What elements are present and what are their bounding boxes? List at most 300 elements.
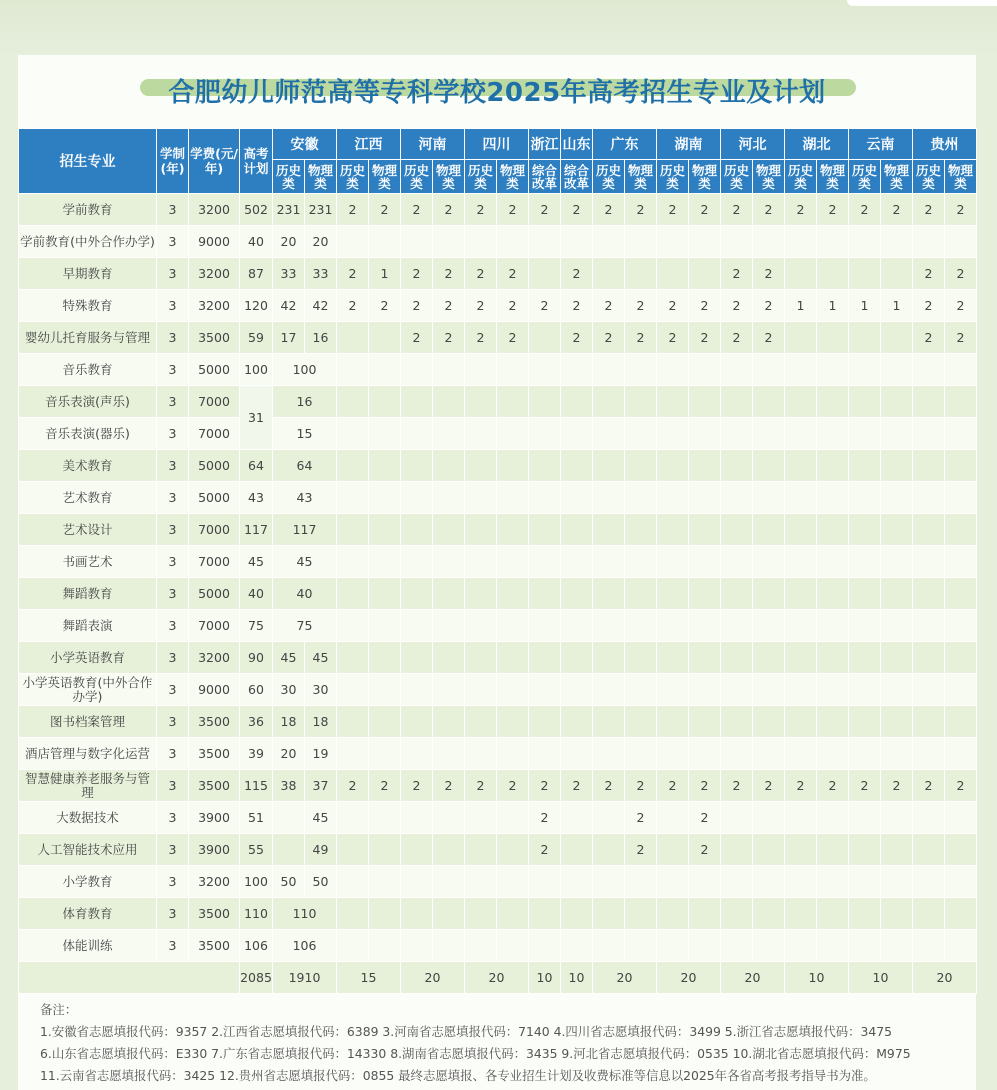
cell-value (785, 258, 817, 290)
cell-value (913, 674, 945, 706)
cell-value (625, 674, 657, 706)
header-category: 物理类 (369, 160, 401, 194)
cell-value (849, 866, 881, 898)
cell-empty (625, 546, 657, 578)
cell-empty (401, 450, 433, 482)
cell-value (497, 866, 529, 898)
table-row (19, 578, 977, 610)
cell-value: 2 (497, 194, 529, 226)
cell-plan: 39 (240, 738, 273, 770)
cell-value (561, 706, 593, 738)
cell-value (433, 642, 465, 674)
cell-empty (849, 578, 881, 610)
title-area (18, 71, 976, 115)
totals-province: 10 (561, 962, 593, 994)
cell-fee: 7000 (189, 418, 240, 450)
cell-value (625, 866, 657, 898)
cell-value (689, 706, 721, 738)
cell-value (529, 738, 561, 770)
header-category: 历史类 (657, 160, 689, 194)
cell-fee: 3200 (189, 866, 240, 898)
cell-empty (689, 578, 721, 610)
cell-empty (625, 354, 657, 386)
cell-fee: 5000 (189, 354, 240, 386)
totals-label-empty (19, 962, 240, 994)
cell-duration: 3 (157, 642, 189, 674)
cell-empty (785, 930, 817, 962)
cell-empty (753, 418, 785, 450)
cell-value (593, 738, 625, 770)
cell-fee: 7000 (189, 386, 240, 418)
cell-value: 2 (849, 194, 881, 226)
cell-empty (657, 418, 689, 450)
cell-empty (785, 450, 817, 482)
cell-duration: 3 (157, 482, 189, 514)
cell-value: 2 (625, 290, 657, 322)
table-row (19, 354, 977, 386)
cell-value (593, 834, 625, 866)
cell-value (881, 866, 913, 898)
cell-empty (369, 482, 401, 514)
cell-value (337, 706, 369, 738)
cell-value (465, 866, 497, 898)
cell-duration: 3 (157, 898, 189, 930)
cell-value (433, 834, 465, 866)
cell-empty (721, 610, 753, 642)
cell-empty (689, 354, 721, 386)
header-province: 江西 (337, 129, 401, 160)
cell-fee: 7000 (189, 610, 240, 642)
cell-duration: 3 (157, 578, 189, 610)
cell-empty (561, 418, 593, 450)
cell-empty (945, 578, 977, 610)
cell-fee: 9000 (189, 226, 240, 258)
cell-value (561, 802, 593, 834)
cell-empty (817, 610, 849, 642)
cell-empty (785, 546, 817, 578)
cell-fee: 3200 (189, 194, 240, 226)
cell-empty (817, 578, 849, 610)
cell-empty (561, 450, 593, 482)
cell-value: 30 (273, 674, 305, 706)
cell-value: 1 (881, 290, 913, 322)
cell-empty (497, 578, 529, 610)
header-province: 湖南 (657, 129, 721, 160)
cell-value (657, 674, 689, 706)
cell-value (945, 834, 977, 866)
cell-value (337, 738, 369, 770)
table-row (19, 226, 977, 258)
cell-empty (369, 578, 401, 610)
cell-value (817, 866, 849, 898)
cell-value (817, 834, 849, 866)
cell-empty (401, 418, 433, 450)
cell-value: 1 (849, 290, 881, 322)
cell-value: 2 (881, 770, 913, 802)
cell-empty (881, 546, 913, 578)
cell-major: 酒店管理与数字化运营 (19, 738, 157, 770)
cell-value (849, 258, 881, 290)
cell-major: 体能训练 (19, 930, 157, 962)
cell-empty (337, 450, 369, 482)
cell-value (529, 226, 561, 258)
cell-value (497, 642, 529, 674)
cell-value: 2 (625, 834, 657, 866)
cell-value (369, 834, 401, 866)
cell-fee: 3200 (189, 258, 240, 290)
cell-empty (657, 930, 689, 962)
cell-value (593, 642, 625, 674)
cell-empty (465, 354, 497, 386)
table-row (19, 322, 977, 354)
cell-value (817, 258, 849, 290)
cell-value (753, 226, 785, 258)
cell-value: 2 (753, 322, 785, 354)
cell-major: 小学教育 (19, 866, 157, 898)
cell-empty (881, 418, 913, 450)
header-category: 历史类 (593, 160, 625, 194)
cell-empty (593, 354, 625, 386)
cell-empty (529, 354, 561, 386)
cell-value: 50 (305, 866, 337, 898)
cell-empty (593, 418, 625, 450)
cell-value (881, 834, 913, 866)
cell-value (529, 706, 561, 738)
cell-value: 2 (561, 194, 593, 226)
cell-value (369, 866, 401, 898)
cell-fee: 3500 (189, 930, 240, 962)
cell-value (657, 642, 689, 674)
cell-empty (465, 898, 497, 930)
cell-empty (881, 354, 913, 386)
cell-empty (913, 578, 945, 610)
cell-value (945, 802, 977, 834)
cell-empty (849, 898, 881, 930)
cell-empty (721, 930, 753, 962)
cell-value (433, 226, 465, 258)
cell-empty (369, 354, 401, 386)
cell-value (401, 674, 433, 706)
cell-value: 2 (753, 290, 785, 322)
table-row (19, 610, 977, 642)
cell-empty (561, 514, 593, 546)
cell-value (529, 866, 561, 898)
cell-anhui-total: 15 (273, 418, 337, 450)
cell-empty (881, 482, 913, 514)
cell-empty (657, 482, 689, 514)
cell-empty (529, 898, 561, 930)
cell-empty (529, 610, 561, 642)
cell-duration: 3 (157, 674, 189, 706)
cell-value (529, 322, 561, 354)
cell-value: 2 (913, 258, 945, 290)
cell-value (561, 226, 593, 258)
cell-value (593, 674, 625, 706)
cell-value: 2 (529, 290, 561, 322)
cell-plan: 87 (240, 258, 273, 290)
cell-empty (465, 418, 497, 450)
cell-empty (497, 898, 529, 930)
table-row (19, 674, 977, 706)
cell-value (593, 258, 625, 290)
cell-plan: 43 (240, 482, 273, 514)
cell-value: 2 (721, 322, 753, 354)
cell-value (593, 226, 625, 258)
cell-plan: 90 (240, 642, 273, 674)
cell-fee: 9000 (189, 674, 240, 706)
cell-value: 2 (433, 322, 465, 354)
cell-value: 30 (305, 674, 337, 706)
cell-value (849, 834, 881, 866)
header-category: 历史类 (465, 160, 497, 194)
cell-value (561, 674, 593, 706)
cell-empty (913, 930, 945, 962)
cell-empty (881, 610, 913, 642)
cell-empty (401, 482, 433, 514)
cell-empty (881, 450, 913, 482)
cell-duration: 3 (157, 514, 189, 546)
cell-value (497, 226, 529, 258)
header-category: 历史类 (785, 160, 817, 194)
cell-value (913, 866, 945, 898)
cell-value: 42 (273, 290, 305, 322)
cell-empty (433, 578, 465, 610)
cell-fee: 5000 (189, 578, 240, 610)
cell-value (753, 802, 785, 834)
cell-empty (465, 482, 497, 514)
cell-empty (561, 610, 593, 642)
cell-major: 学前教育(中外合作办学) (19, 226, 157, 258)
cell-empty (785, 610, 817, 642)
cell-value (273, 802, 305, 834)
cell-value: 37 (305, 770, 337, 802)
cell-value (721, 738, 753, 770)
cell-anhui-total: 117 (273, 514, 337, 546)
cell-empty (721, 386, 753, 418)
cell-empty (721, 450, 753, 482)
cell-empty (625, 450, 657, 482)
cell-value: 2 (593, 322, 625, 354)
cell-empty (369, 450, 401, 482)
cell-empty (337, 898, 369, 930)
cell-empty (689, 418, 721, 450)
cell-empty (497, 514, 529, 546)
cell-value (945, 226, 977, 258)
cell-empty (337, 418, 369, 450)
header-category: 物理类 (433, 160, 465, 194)
cell-major: 舞蹈教育 (19, 578, 157, 610)
cell-empty (753, 450, 785, 482)
cell-value (881, 738, 913, 770)
cell-empty (401, 578, 433, 610)
table-header (19, 129, 977, 194)
cell-value: 2 (625, 322, 657, 354)
cell-major: 婴幼儿托育服务与管理 (19, 322, 157, 354)
cell-empty (817, 546, 849, 578)
cell-value: 33 (305, 258, 337, 290)
cell-empty (689, 546, 721, 578)
cell-value (945, 674, 977, 706)
table-row (19, 546, 977, 578)
cell-plan: 117 (240, 514, 273, 546)
cell-empty (529, 930, 561, 962)
cell-empty (753, 578, 785, 610)
cell-empty (913, 354, 945, 386)
cell-empty (593, 930, 625, 962)
cell-value (497, 802, 529, 834)
cell-empty (337, 482, 369, 514)
cell-value (817, 674, 849, 706)
cell-value: 17 (273, 322, 305, 354)
cell-value (721, 866, 753, 898)
cell-empty (689, 450, 721, 482)
cell-value: 38 (273, 770, 305, 802)
cell-empty (721, 546, 753, 578)
cell-empty (689, 514, 721, 546)
cell-empty (465, 514, 497, 546)
cell-value: 2 (657, 290, 689, 322)
totals-province: 20 (401, 962, 465, 994)
cell-value (657, 866, 689, 898)
cell-value (881, 226, 913, 258)
cell-duration: 3 (157, 194, 189, 226)
cell-empty (945, 418, 977, 450)
cell-value (593, 802, 625, 834)
cell-empty (337, 386, 369, 418)
cell-value (753, 706, 785, 738)
cell-empty (625, 386, 657, 418)
cell-value: 2 (337, 290, 369, 322)
cell-empty (433, 354, 465, 386)
cell-empty (689, 386, 721, 418)
cell-empty (753, 546, 785, 578)
cell-value (433, 674, 465, 706)
cell-value (401, 706, 433, 738)
cell-value (945, 706, 977, 738)
header-fee: 学费(元/年) (189, 129, 240, 194)
cell-fee: 5000 (189, 482, 240, 514)
enrollment-table (18, 128, 977, 994)
cell-value: 2 (913, 290, 945, 322)
cell-fee: 3200 (189, 290, 240, 322)
cell-empty (657, 450, 689, 482)
cell-major: 特殊教育 (19, 290, 157, 322)
cell-anhui-total: 100 (273, 354, 337, 386)
cell-empty (497, 546, 529, 578)
header-category: 历史类 (337, 160, 369, 194)
table-row (19, 706, 977, 738)
cell-value (337, 866, 369, 898)
table-row (19, 482, 977, 514)
cell-value: 2 (401, 770, 433, 802)
cell-empty (497, 418, 529, 450)
cell-empty (817, 930, 849, 962)
cell-major: 大数据技术 (19, 802, 157, 834)
cell-empty (849, 418, 881, 450)
cell-value (529, 642, 561, 674)
cell-value (657, 834, 689, 866)
cell-plan: 100 (240, 866, 273, 898)
totals-province: 20 (657, 962, 721, 994)
cell-value (337, 322, 369, 354)
cell-empty (433, 386, 465, 418)
cell-duration: 3 (157, 258, 189, 290)
cell-value (785, 674, 817, 706)
cell-empty (529, 450, 561, 482)
cell-duration: 3 (157, 450, 189, 482)
cell-empty (945, 898, 977, 930)
cell-value (689, 674, 721, 706)
cell-value: 2 (337, 194, 369, 226)
cell-value (785, 706, 817, 738)
cell-value (625, 258, 657, 290)
cell-plan: 64 (240, 450, 273, 482)
cell-value (849, 674, 881, 706)
cell-value (657, 802, 689, 834)
cell-value: 2 (433, 770, 465, 802)
cell-empty (689, 482, 721, 514)
cell-empty (945, 386, 977, 418)
header-category: 综合改革 (529, 160, 561, 194)
cell-empty (529, 386, 561, 418)
cell-empty (337, 354, 369, 386)
header-province: 云南 (849, 129, 913, 160)
cell-value (561, 834, 593, 866)
cell-empty (497, 610, 529, 642)
cell-empty (753, 898, 785, 930)
cell-duration: 3 (157, 418, 189, 450)
cell-plan: 40 (240, 578, 273, 610)
cell-empty (881, 386, 913, 418)
table-row (19, 450, 977, 482)
cell-value: 2 (753, 258, 785, 290)
cell-fee: 5000 (189, 450, 240, 482)
cell-empty (657, 898, 689, 930)
cell-value (721, 706, 753, 738)
cell-value (913, 706, 945, 738)
header-category: 物理类 (945, 160, 977, 194)
cell-major: 书画艺术 (19, 546, 157, 578)
cell-value: 2 (465, 194, 497, 226)
cell-value (593, 866, 625, 898)
notes-line: 11.云南省志愿填报代码：3425 12.贵州省志愿填报代码：0855 最终志愿填报、各专业招生计划及收费标准等信息以2025年各省高考报考指导书为准。 (40, 1068, 876, 1083)
cell-empty (561, 578, 593, 610)
cell-empty (625, 482, 657, 514)
cell-empty (913, 418, 945, 450)
cell-empty (753, 514, 785, 546)
cell-value: 18 (305, 706, 337, 738)
cell-plan: 106 (240, 930, 273, 962)
cell-empty (561, 482, 593, 514)
cell-value: 16 (305, 322, 337, 354)
cell-value: 231 (273, 194, 305, 226)
cell-empty (945, 610, 977, 642)
cell-empty (689, 930, 721, 962)
cell-value (817, 642, 849, 674)
cell-value: 2 (689, 770, 721, 802)
cell-empty (753, 930, 785, 962)
cell-value: 2 (401, 322, 433, 354)
notes (40, 999, 970, 1087)
cell-empty (913, 386, 945, 418)
cell-empty (465, 930, 497, 962)
cell-value: 2 (721, 258, 753, 290)
cell-value (913, 802, 945, 834)
cell-empty (561, 898, 593, 930)
cell-value: 2 (849, 770, 881, 802)
cell-value: 20 (273, 738, 305, 770)
cell-value: 45 (273, 642, 305, 674)
